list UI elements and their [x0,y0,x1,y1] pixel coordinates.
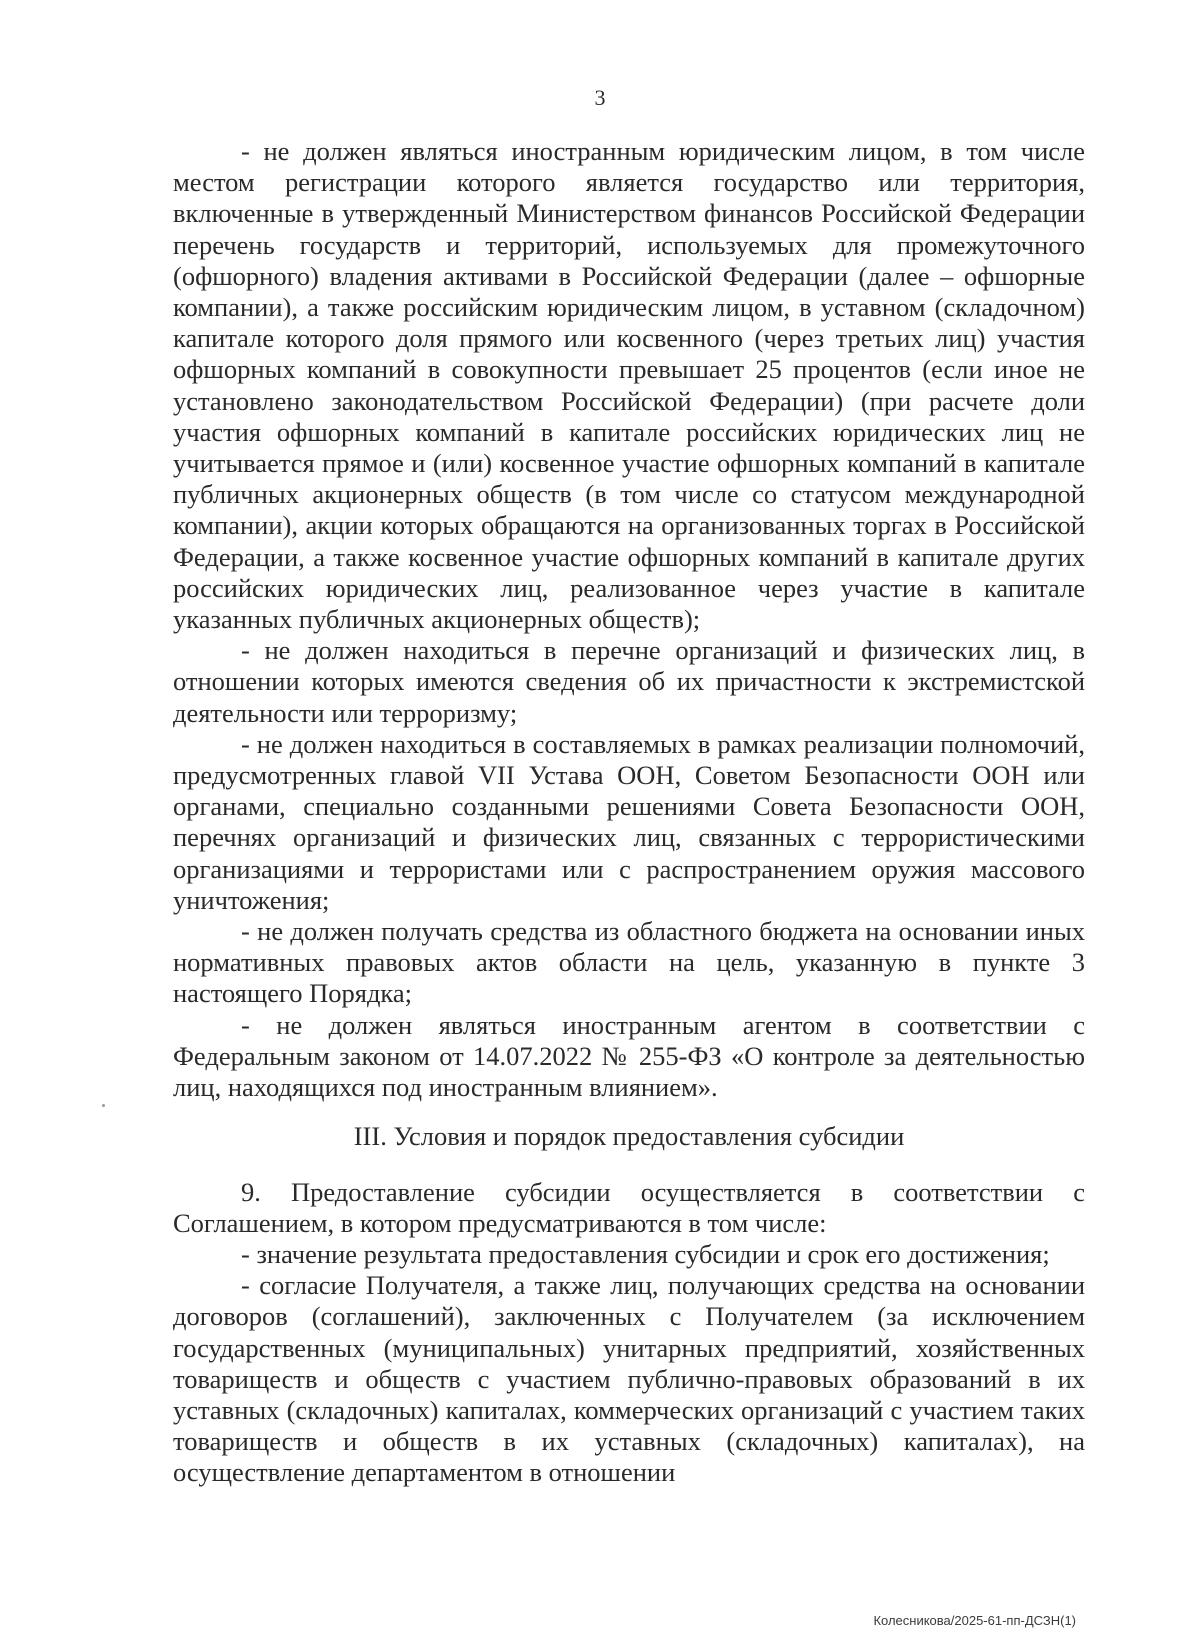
paragraph-regional-budget: - не должен получать средства из областного бюджета на основании иных нормативных правовых актов области на цель, указанную в пункте 3 настоящего Порядка; [173,916,1085,1009]
paragraph-offshore: - не должен являться иностранным юридическим лицом, в том числе местом регистрации которого является государство или территория, включенные в утвержденный Министерством финансов Российской Федерации перечень государств и территорий, используемых для промежуточного (офшорного) владения активами в Российской Федерации (далее – офшорные компании), а также российским юридическим лицом, в уставном (складочном) капитале которого доля прямого или косвенного (через третьих лиц) участия офшорных компаний в совокупности превышает 25 процентов (если иное не установлено законодательством Российской Федерации) (при расчете доли участия офшорных компаний в капитале российских юридических лиц не учитывается прямое и (или) косвенное участие офшорных компаний в капитале публичных акционерных обществ (в том числе со статусом международной компании), акции которых обращаются на организованных торгах в Российской Федерации, а также косвенное участие офшорных компаний в капитале других российских юридических лиц, реализованное через участие в капитале указанных публичных акционерных обществ); [173,136,1085,635]
paragraph-result-value: - значение результата предоставления субсидии и срок его достижения; [241,1238,1050,1269]
footer-reference: Колесникова/2025-61-пп-ДСЗН(1) [873,1613,1076,1628]
document-body [173,136,1085,1489]
paragraph-item-9: 9. Предоставление субсидии осуществляется в соответствии с Соглашением, в котором предусматриваются в том числе: [173,1176,1085,1238]
paragraph-extremism-list: - не должен находиться в перечне организаций и физических лиц, в отношении которых имеются сведения об их причастности к экстремистской деятельности или терроризму; [173,635,1085,728]
section-heading: III. Условия и порядок предоставления субсидии [353,1121,905,1152]
page-number: 3 [594,85,606,110]
paragraph-consent: - согласие Получателя, а также лиц, получающих средства на основании договоров (соглашений), заключенных с Получателем (за исключением государственных (муниципальных) унитарных предприятий, хозяйственных товариществ и обществ с участием публично-правовых образований в их уставных (складочных) капиталах, коммерческих организаций с участием таких товариществ и обществ в их уставных (складочных) капиталах), на осуществление департаментом в отношении [173,1270,1085,1488]
paragraph-foreign-agent: - не должен являться иностранным агентом в соответствии с Федеральным законом от 14.07.2022 № 255-ФЗ «О контроле за деятельностью лиц, находящихся под иностранным влиянием». [173,1009,1085,1103]
scan-artifact-dot [102,1104,105,1107]
paragraph-un-list: - не должен находиться в составляемых в рамках реализации полномочий, предусмотренных главой VII Устава ООН, Советом Безопасности ООН или органами, специально созданными решениями Совета Безопасности ООН, перечнях организаций и физических лиц, связанных с террористическими организациями и террористами или с распространением оружия массового уничтожения; [173,728,1085,915]
